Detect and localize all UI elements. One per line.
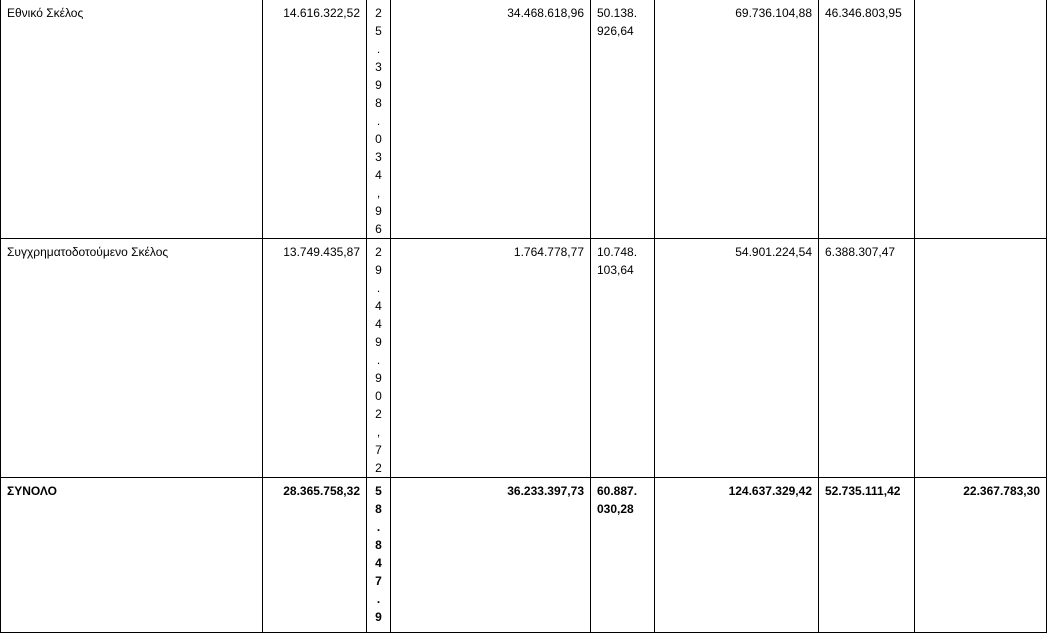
stacked-character: . <box>376 281 381 295</box>
cell-value: 36.233.397,73 <box>391 478 591 633</box>
cell-value-wrapped <box>591 239 655 478</box>
cell-value <box>915 0 1047 239</box>
cell-value: 1.764.778,77 <box>391 239 591 478</box>
stacked-character: 4 <box>375 317 382 331</box>
cell-value: 54.901.224,54 <box>655 239 819 478</box>
cell-value: 69.736.104,88 <box>655 0 819 239</box>
stacked-character: . <box>376 520 381 534</box>
cell-value-part: 50.138. <box>597 6 638 20</box>
cell-value: 46.346.803,95 <box>819 0 915 239</box>
stacked-character: 0 <box>375 132 382 146</box>
stacked-character: 4 <box>375 299 382 313</box>
stacked-character: 7 <box>375 443 382 457</box>
stacked-character: 9 <box>375 263 382 277</box>
cell-value-wrapped <box>591 0 655 239</box>
stacked-character: . <box>376 114 381 128</box>
cell-value <box>915 239 1047 478</box>
stacked-character: 2 <box>375 407 382 421</box>
stacked-character: 0 <box>375 389 382 403</box>
stacked-character: , <box>376 186 381 200</box>
stacked-character: 5 <box>375 24 382 38</box>
stacked-character: 3 <box>375 60 382 74</box>
stacked-character: 9 <box>375 335 382 349</box>
stacked-character: 2 <box>375 6 382 20</box>
cell-value-stacked <box>367 239 391 478</box>
stacked-character: 9 <box>375 78 382 92</box>
stacked-character: 7 <box>375 574 382 588</box>
stacked-character: 9 <box>375 371 382 385</box>
stacked-character: 2 <box>375 245 382 259</box>
table-row <box>1 239 1047 478</box>
stacked-character: 4 <box>375 556 382 570</box>
cell-value-part: 60.887. <box>597 484 638 498</box>
table-row-total <box>1 478 1047 633</box>
stacked-character: 5 <box>375 484 382 498</box>
cell-value-stacked <box>367 478 391 633</box>
stacked-character: 8 <box>375 96 382 110</box>
stacked-character: 4 <box>375 168 382 182</box>
cell-value: 14.616.322,52 <box>263 0 367 239</box>
cell-value-stacked <box>367 0 391 239</box>
cell-value: 13.749.435,87 <box>263 239 367 478</box>
cell-value-wrapped <box>591 478 655 633</box>
stacked-character: 3 <box>375 150 382 164</box>
stacked-character: 9 <box>375 204 382 218</box>
cell-value: 34.468.618,96 <box>391 0 591 239</box>
row-label: ΣΥΝΟΛΟ <box>1 478 263 633</box>
stacked-character: 6 <box>375 222 382 236</box>
row-label: Εθνικό Σκέλος <box>1 0 263 239</box>
cell-value: 124.637.329,42 <box>655 478 819 633</box>
stacked-character: 8 <box>375 502 382 516</box>
stacked-character: 8 <box>375 538 382 552</box>
cell-value-part: 030,28 <box>597 502 634 516</box>
stacked-character: 2 <box>375 461 382 475</box>
cell-value: 28.365.758,32 <box>263 478 367 633</box>
stacked-character: , <box>376 425 381 439</box>
stacked-character: . <box>376 42 381 56</box>
table-row <box>1 0 1047 239</box>
stacked-character: . <box>376 353 381 367</box>
cell-value: 52.735.111,42 <box>819 478 915 633</box>
cell-value-part: 926,64 <box>597 24 634 38</box>
row-label: Συγχρηματοδοτούμενο Σκέλος <box>1 239 263 478</box>
stacked-character: . <box>376 592 381 606</box>
cell-value-part: 103,64 <box>597 263 634 277</box>
stacked-character: 9 <box>375 610 382 624</box>
cell-value: 6.388.307,47 <box>819 239 915 478</box>
cell-value: 22.367.783,30 <box>915 478 1047 633</box>
cell-value-part: 10.748. <box>597 245 638 259</box>
